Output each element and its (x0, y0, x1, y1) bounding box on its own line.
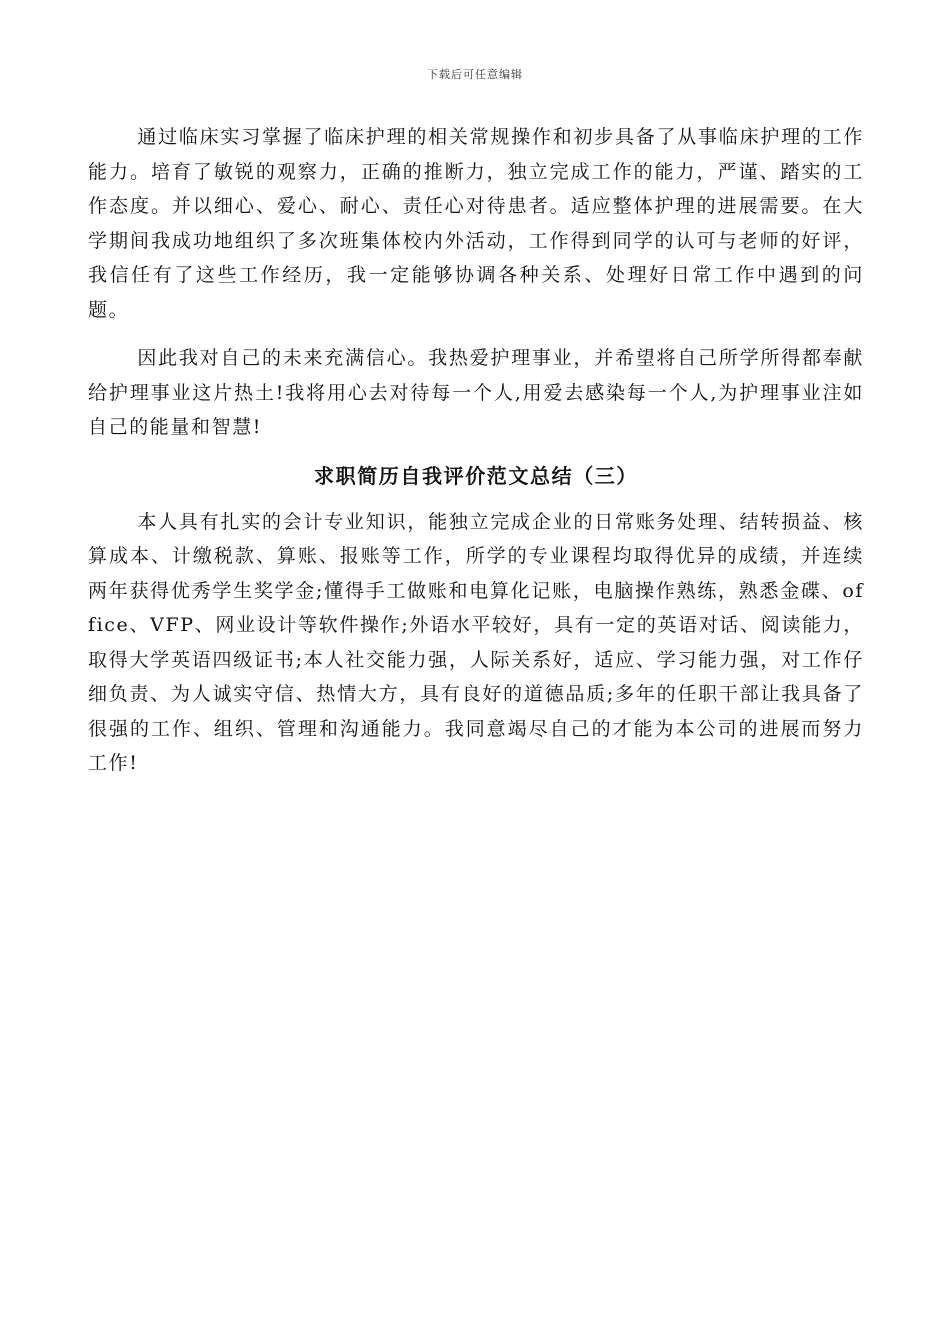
paragraph-clinical-nursing: 通过临床实习掌握了临床护理的相关常规操作和初步具备了从事临床护理的工作能力。培育了敏锐的观察力，正确的推断力，独立完成工作的能力，严谨、踏实的工作态度。并以细心、爱心、耐心、责任心对待患者。适应整体护理的进展需要。在大学期间我成功地组织了多次班集体校内外活动，工作得到同学的认可与老师的好评，我信任有了这些工作经历，我一定能够协调各种关系、处理好日常工作中遇到的问题。 (88, 126, 864, 321)
header-note: 下载后可任意编辑 (427, 68, 523, 81)
paragraph-accounting-self-evaluation: 本人具有扎实的会计专业知识，能独立完成企业的日常账务处理、结转损益、核算成本、计缴税款、算账、报账等工作，所学的专业课程均取得优异的成绩，并连续两年获得优秀学生奖学金;懂得手工做账和电算化记账，电脑操作熟练，熟悉金碟、office、VFP、网业设计等软件操作;外语水平较好，具有一定的英语对话、阅读能力，取得大学英语四级证书;本人社交能力强，人际关系好，适应、学习能力强，对工作仔细负责、为人诚实守信、热情大方，具有良好的道德品质;多年的任职干部让我具备了很强的工作、组织、管理和沟通能力。我同意竭尽自己的才能为本公司的进展而努力工作! (88, 510, 864, 774)
document-body (88, 120, 864, 781)
section-title: 求职简历自我评价范文总结（三） (314, 463, 638, 488)
paragraph-future-confidence: 因此我对自己的未来充满信心。我热爱护理事业，并希望将自己所学所得都奉献给护理事业这片热土!我将用心去对待每一个人,用爱去感染每一个人,为护理事业注如自己的能量和智慧! (88, 347, 864, 438)
